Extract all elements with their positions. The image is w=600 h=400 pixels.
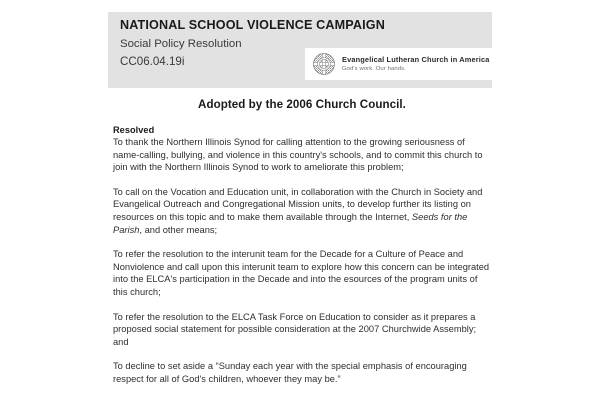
document-body [113, 98, 491, 386]
elca-organization-name: Evangelical Lutheran Church in America [342, 54, 490, 64]
resolution-paragraph-2 [113, 186, 491, 236]
paragraph-2-lead: To call on the Vocation and Education unit, in collaboration with the Church in Society and Evangelical Outreach and Congregational Mission units, to develop further its listing on resources on this topic and to make them available through the Internet, [113, 186, 483, 222]
resolution-paragraph-5: To decline to set aside a “Sunday each year with the special emphasis of encouraging respect for all of God's children, whoever they may be.” [113, 361, 467, 384]
publication-title-seeds-for-the-parish: Seeds for the Parish [113, 211, 468, 235]
elca-celtic-cross-emblem-icon [313, 53, 335, 75]
elca-tagline: God's work. Our hands. [342, 65, 406, 72]
document-title: NATIONAL SCHOOL VIOLENCE CAMPAIGN [120, 18, 385, 32]
adopted-heading: Adopted by the 2006 Church Council. [198, 98, 406, 111]
resolution-paragraph-4: To refer the resolution to the ELCA Task Force on Education to consider as it prepares a proposed social statement for possible consideration at the 2007 Churchwide Assembly; and [113, 311, 477, 347]
document-subtitle: Social Policy Resolution [120, 38, 242, 50]
document-code: CC06.04.19i [120, 55, 185, 68]
resolution-paragraph-1: To thank the Northern Illinois Synod for calling attention to the growing seriousness of name-calling, bullying, and violence in this country's schools, and to commit this church to join with the Northern Illinois Synod to work to ameliorate this problem; [113, 137, 483, 173]
resolution-paragraph-3: To refer the resolution to the interunit team for the Decade for a Culture of Peace and Nonviolence and call upon this interunit team to explore how this concern can be integrated into the ELCA's participation in the Decade and into the esources of the program units of this church; [113, 249, 490, 297]
resolved-label: Resolved [113, 125, 155, 135]
paragraph-2-tail: , and other means; [139, 224, 218, 235]
elca-logo-text [342, 56, 490, 72]
elca-logo [305, 48, 493, 80]
